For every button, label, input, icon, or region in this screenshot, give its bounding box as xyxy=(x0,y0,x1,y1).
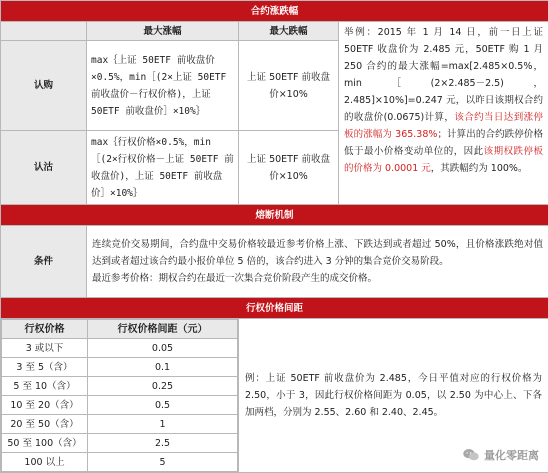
table-row xyxy=(2,453,238,472)
table-row xyxy=(2,377,238,396)
circuit-breaker-section-title: 熔断机制 xyxy=(1,205,548,226)
table-row xyxy=(2,358,238,377)
put-max-up-formula: max｛行权价格×0.5%，min［(2×行权价格－上证 50ETF 前收盘价)，上证 50ETF 前收盘价］×10%｝ xyxy=(87,131,239,205)
strike-gap: 0.05 xyxy=(88,339,238,358)
strike-range: 3 至 5（含） xyxy=(2,358,88,377)
strike-range: 100 以上 xyxy=(2,453,88,472)
strike-interval-table xyxy=(1,319,238,472)
table-row xyxy=(2,396,238,415)
strike-gap: 1 xyxy=(88,415,238,434)
strike-gap: 0.25 xyxy=(88,377,238,396)
price-limit-example: 举例：2015 年 1 月 14 日，前一日上证 50ETF 收盘价为 2.485 元，50ETF 购 1 月 250 合约的最大涨幅=max[2.485×0.5%，min［(2×2.485－2.5)，2.485]×10%]=0.247 元，以昨日该期权合约的收盘价(0.0675)计算，该合约当日达到涨停板的涨幅为 365.38%；计算出的合约跌停价格低于最小价格变动单位的，因此该期权跌停板的价格为 0.0001 元，其跌幅约为 100%。 xyxy=(339,22,548,205)
strike-gap: 0.5 xyxy=(88,396,238,415)
max-up-header: 最大涨幅 xyxy=(87,22,239,41)
table-row xyxy=(2,415,238,434)
call-max-down-formula: 上证 50ETF 前收盘价×10% xyxy=(239,41,339,131)
strike-range: 3 或以下 xyxy=(2,339,88,358)
wechat-icon xyxy=(462,448,480,462)
table-row xyxy=(2,434,238,453)
strike-range: 5 至 10（含） xyxy=(2,377,88,396)
corner-cell xyxy=(1,22,87,41)
watermark xyxy=(459,446,542,464)
circuit-breaker-text: 连续竞价交易期间，合约盘中交易价格较最近参考价格上涨、下跌达到或者超过 50%，且价格涨跌绝对值达到或者超过该合约最小报价单位 5 倍的，该合约进入 3 分钟的集合竞价交易阶段。 xyxy=(92,236,543,270)
strike-price-header: 行权价格 xyxy=(2,320,88,339)
put-label: 认沽 xyxy=(1,131,87,205)
strike-interval-section-title: 行权价格间距 xyxy=(1,298,548,319)
strike-interval-example: 例：上证 50ETF 前收盘价为 2.485，今日平值对应的行权价格为 2.50，小于 3，因此行权价格间距为 0.05，以 2.50 为中心上、下各加两档，分别为 2.55、2.60 和 2.40、2.45。 xyxy=(239,319,548,473)
call-label: 认购 xyxy=(1,41,87,131)
circuit-breaker-rule xyxy=(87,226,548,298)
strike-range: 20 至 50（含） xyxy=(2,415,88,434)
condition-label: 条件 xyxy=(1,226,87,298)
max-down-header: 最大跌幅 xyxy=(239,22,339,41)
strike-range: 50 至 100（含） xyxy=(2,434,88,453)
strike-range: 10 至 20（含） xyxy=(2,396,88,415)
put-max-down-formula: 上证 50ETF 前收盘价×10% xyxy=(239,131,339,205)
table-row xyxy=(2,339,238,358)
reference-price-text: 最近参考价格：期权合约在最近一次集合竞价阶段产生的成交价格。 xyxy=(92,270,543,287)
price-limit-section-title: 合约涨跌幅 xyxy=(1,1,548,22)
strike-gap: 0.1 xyxy=(88,358,238,377)
call-max-up-formula: max｛上证 50ETF 前收盘价×0.5%，min［(2×上证 50ETF 前收盘价－行权价格)，上证 50ETF 前收盘价］×10%｝ xyxy=(87,41,239,131)
watermark-text: 量化零距离 xyxy=(484,447,539,463)
strike-gap: 2.5 xyxy=(88,434,238,453)
strike-gap-header: 行权价格间距（元） xyxy=(88,320,238,339)
strike-gap: 5 xyxy=(88,453,238,472)
strike-interval-table-cell xyxy=(1,319,239,473)
